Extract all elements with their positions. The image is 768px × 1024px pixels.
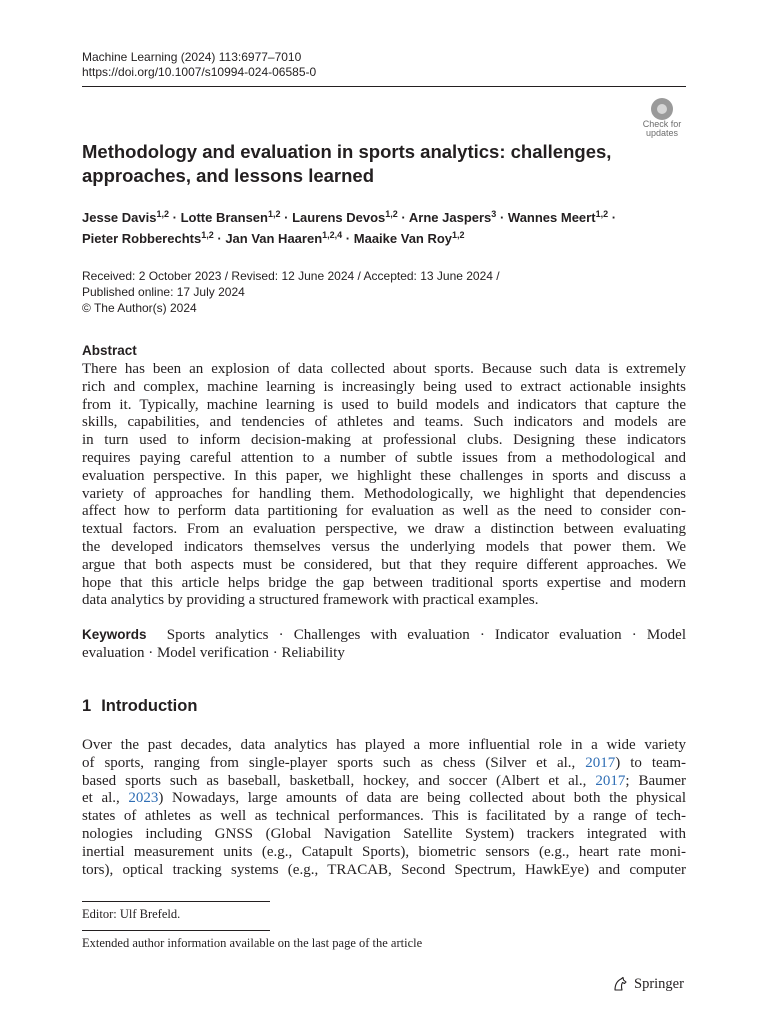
abstract-line: in turn used to inform decision-making at professional clubs. Designing these indicators — [82, 432, 686, 449]
intro-line: et al., 2023) Nowadays, large amounts of data are being collected about both the physical — [82, 790, 687, 807]
intro-line: nologies including GNSS (Global Navigation Satellite System) trackers integrated with — [82, 825, 686, 842]
check-for-updates-badge[interactable] — [638, 96, 686, 142]
abstract-line: skills, capabilities, and tendencies of athletes and teams. Such indicators and models are — [82, 414, 686, 431]
intro-line: tors), optical tracking systems (e.g., TRACAB, Second Spectrum, HawkEye) and computer — [82, 861, 686, 878]
keywords-line-1 — [82, 626, 686, 644]
history-published: Published online: 17 July 2024 — [82, 285, 245, 299]
article-history — [82, 268, 500, 316]
citation-link[interactable]: 2017 — [595, 772, 626, 789]
author-separator: · — [284, 210, 289, 225]
editor-footnote: Editor: Ulf Brefeld. — [82, 907, 181, 921]
journal-doi[interactable]: https://doi.org/10.1007/s10994-024-06585-0 — [82, 65, 317, 79]
abstract-line: argue that both aspects must be considered, but that they require different approaches. We — [82, 556, 686, 573]
section-number: 1 — [82, 697, 92, 715]
keywords-label: Keywords — [82, 627, 147, 642]
abstract-heading: Abstract — [82, 343, 137, 358]
introduction-body — [82, 737, 686, 879]
author-separator: · — [401, 210, 406, 225]
author-affiliation: 1,2 — [201, 230, 214, 240]
keywords — [82, 626, 686, 662]
author-affiliation: 1,2 — [452, 230, 465, 240]
author-affiliation: 1,2 — [595, 209, 609, 219]
intro-line: states of athletes as well as technical performances. This is facilitated by a range of tech- — [82, 808, 686, 825]
header-rule — [82, 86, 686, 87]
section-title: Introduction — [101, 697, 198, 715]
abstract-line: variety of approaches for handling them. Methodologically, we highlight that dependencies — [82, 485, 686, 502]
author-affiliation: 3 — [491, 209, 497, 219]
intro-line: inertial measurement units (e.g., Catapult Sports), biometric sensors (e.g., heart rate moni- — [82, 843, 686, 860]
abstract-line: hope that this article helps bridge the gap between traditional sports expertise and modern — [82, 574, 686, 591]
abstract-line: evaluation perspective. In this paper, we highlight these challenges in sports and discuss a — [82, 467, 686, 484]
author-line-1 — [82, 207, 692, 228]
author-name[interactable]: Wannes Meert — [507, 210, 596, 225]
author-separator: · — [499, 210, 505, 225]
author-info-footnote: Extended author information available on the last page of the article — [82, 936, 423, 950]
abstract-line: data analytics by providing a structured framework with practical examples. — [82, 592, 539, 609]
copyright: © The Author(s) 2024 — [82, 301, 197, 315]
springer-logo — [612, 974, 684, 994]
badge-line-2: updates — [645, 128, 679, 138]
author-name[interactable]: Arne Jaspers — [408, 210, 492, 225]
check-for-updates-icon — [651, 98, 673, 120]
footnote-rule — [82, 930, 270, 931]
publisher-name: Springer — [634, 975, 684, 992]
author-name[interactable]: Maaike Van Roy — [353, 231, 453, 246]
abstract-body — [82, 361, 686, 610]
author-line-2 — [82, 228, 692, 249]
author-separator: · — [345, 231, 351, 246]
keywords-text-1: Sports analytics · Challenges with evaluation · Indicator evaluation · Model — [166, 627, 687, 643]
abstract-line: There has been an explosion of data collected about sports. Because such data is extremely — [82, 361, 686, 377]
author-separator: · — [172, 210, 177, 225]
author-list — [82, 207, 692, 249]
author-separator: · — [611, 210, 617, 225]
author-name[interactable]: Jesse Davis — [82, 210, 157, 225]
journal-header — [82, 50, 316, 80]
abstract-line: the developed indicators themselves versus the underlying models that power them. We — [82, 538, 686, 555]
author-separator: · — [217, 231, 222, 246]
section-heading — [82, 697, 207, 716]
journal-citation: Machine Learning (2024) 113:6977–7010 — [82, 50, 302, 64]
springer-horse-icon — [612, 976, 628, 992]
paper-title: Methodology and evaluation in sports analytics: challenges, approaches, and lessons learned — [82, 141, 612, 186]
intro-line: Over the past decades, data analytics has played a more influential role in a wide variety — [82, 737, 686, 753]
abstract-line: textual factors. From an evaluation perspective, we draw a distinction between evaluating — [82, 521, 686, 538]
intro-line: based sports such as baseball, basketball, hockey, and soccer (Albert et al., 2017; Baumer — [82, 772, 686, 789]
author-affiliation: 1,2 — [385, 209, 398, 219]
author-name[interactable]: Jan Van Haaren — [225, 231, 323, 246]
author-affiliation: 1,2,4 — [322, 230, 343, 240]
author-affiliation: 1,2 — [156, 209, 169, 219]
author-name[interactable]: Pieter Robberechts — [82, 231, 202, 246]
history-dates: Received: 2 October 2023 / Revised: 12 June 2024 / Accepted: 13 June 2024 / — [82, 269, 500, 283]
abstract-line: affect how to perform data partitioning for evaluation as well as the need to consider con- — [82, 503, 686, 520]
abstract-line: requires paying careful attention to a number of subtle issues from a methodological and — [82, 449, 686, 466]
intro-line: of sports, ranging from single-player sports such as chess (Silver et al., 2017) to team- — [82, 754, 686, 771]
footnote-rule — [82, 901, 270, 902]
abstract-line: rich and complex, machine learning is increasingly being used to extract actionable insights — [82, 378, 686, 395]
author-name[interactable]: Laurens Devos — [292, 210, 386, 225]
citation-link[interactable]: 2017 — [585, 754, 616, 771]
keywords-line-2: evaluation · Model verification · Reliability — [82, 645, 345, 661]
abstract-line: from it. Typically, machine learning is used to build models and indicators that capture the — [82, 396, 686, 413]
citation-link[interactable]: 2023 — [128, 790, 159, 807]
author-affiliation: 1,2 — [267, 209, 281, 219]
author-name[interactable]: Lotte Bransen — [180, 210, 268, 225]
badge-line-1: Check for — [642, 119, 682, 129]
